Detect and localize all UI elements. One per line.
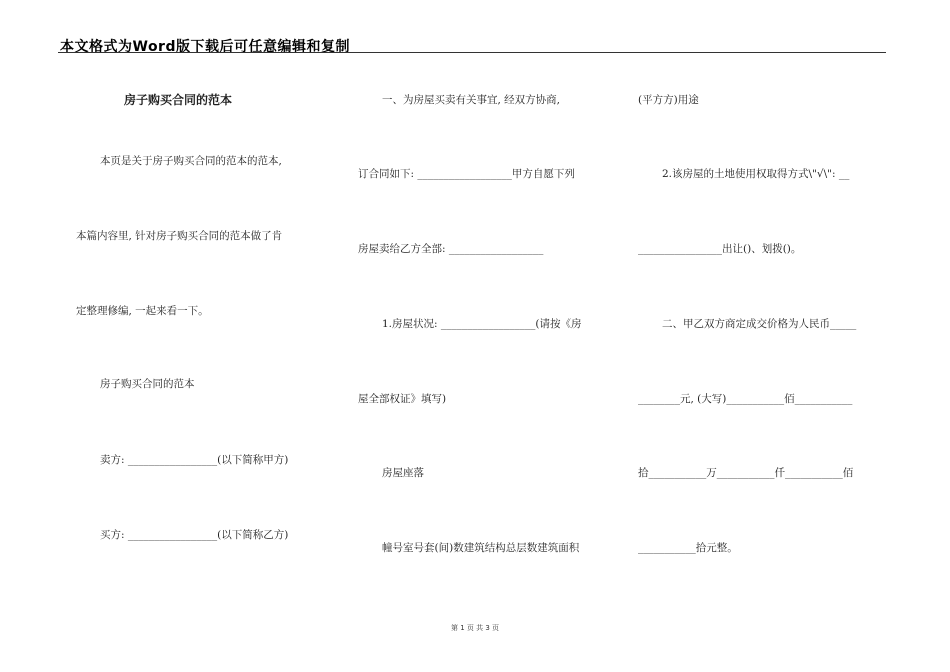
paragraph-line: 拾___________万___________仟___________佰 <box>638 467 854 479</box>
paragraph-line: 房屋卖给乙方全部: __________________ <box>358 243 544 255</box>
paragraph-line: 本篇内容里, 针对房子购买合同的范本做了肯 <box>76 230 283 242</box>
paragraph-line: (平方方)用途 <box>638 94 699 106</box>
paragraph-line: 2.该房屋的土地使用权取得方式\"√\": __ <box>662 168 850 180</box>
paragraph-line: 幢号室号套(间)数建筑结构总层数建筑面积 <box>382 542 580 554</box>
document-header-banner: 本文格式为Word版下载后可任意编辑和复制 <box>60 39 350 55</box>
paragraph-line: 本页是关于房子购买合同的范本的范本, <box>100 155 282 167</box>
paragraph-line: 一、为房屋买卖有关事宜, 经双方协商, <box>382 94 561 106</box>
paragraph-line: 1.房屋状况: __________________(请按《房 <box>382 318 582 330</box>
paragraph-line: ________元, (大写)___________佰___________ <box>638 393 853 405</box>
paragraph-line: 屋全部权证》填写) <box>358 393 447 405</box>
paragraph-line: 房子购买合同的范本 <box>100 378 195 390</box>
paragraph-line: ________________出让()、划拨()。 <box>638 243 802 255</box>
seller-field-line: 卖方: _________________(以下简称甲方) <box>100 454 289 466</box>
paragraph-line: 二、甲乙双方商定成交价格为人民币_____ <box>662 318 857 330</box>
page-number-footer: 第 1 页 共 3 页 <box>450 624 500 632</box>
header-divider <box>58 52 886 53</box>
document-title: 房子购买合同的范本 <box>124 93 233 107</box>
buyer-field-line: 买方: _________________(以下简称乙方) <box>100 529 289 541</box>
paragraph-line: 定整理修编, 一起来看一下。 <box>76 305 209 317</box>
paragraph-line: ___________拾元整。 <box>638 542 738 554</box>
paragraph-line: 房屋座落 <box>382 467 424 479</box>
paragraph-line: 订合同如下: __________________甲方自愿下列 <box>358 168 575 180</box>
